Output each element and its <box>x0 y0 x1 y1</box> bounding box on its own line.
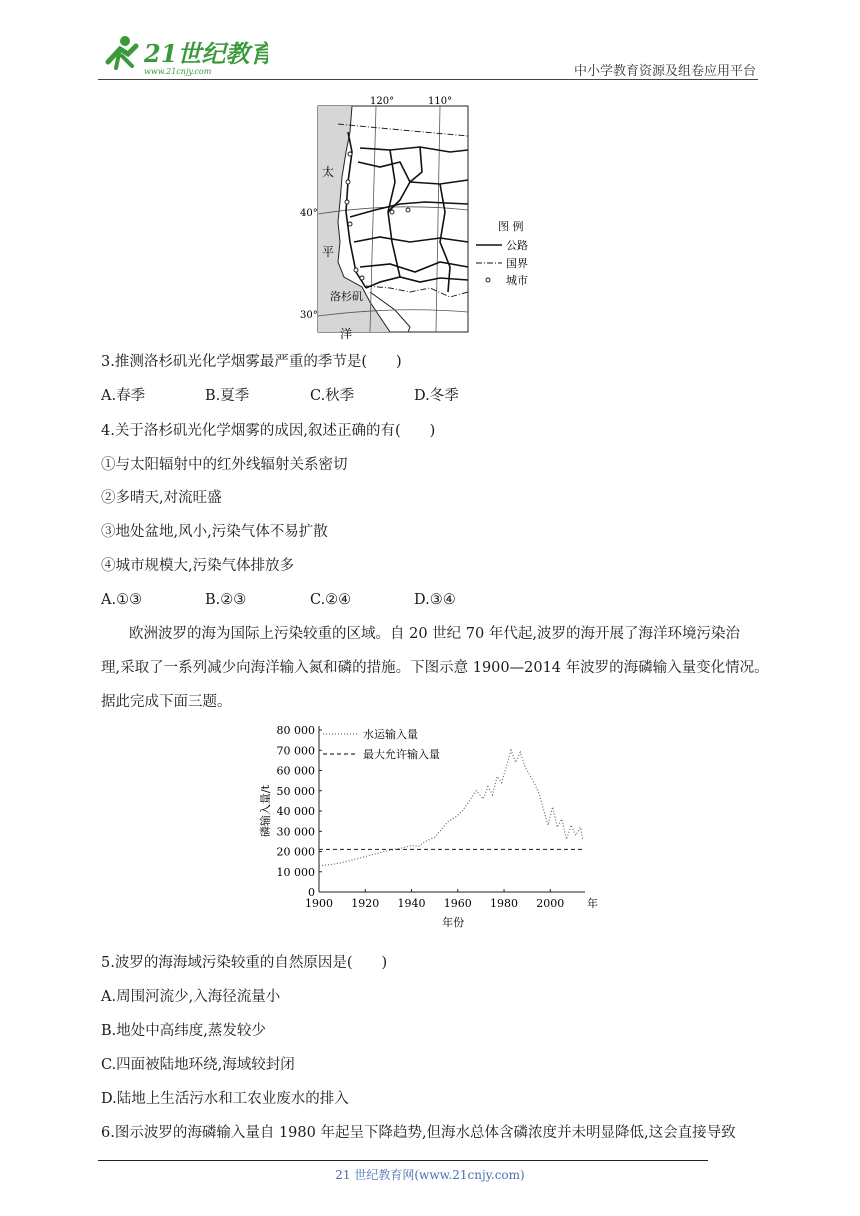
map-legend <box>476 219 528 287</box>
chart-xunit: 年 <box>587 897 598 910</box>
q4-statement-1: ①与太阳辐射中的红外线辐射关系密切 <box>101 457 348 473</box>
logo-url: www.21cnjy.com <box>144 67 212 76</box>
q5-stem: 5.波罗的海海域污染较重的自然原因是( ) <box>101 955 388 971</box>
x-tick-label: 1940 <box>397 897 426 910</box>
q4-statement-3: ③地处盆地,风小,污染气体不易扩散 <box>101 524 328 540</box>
legend-city: 城市 <box>506 274 528 287</box>
header-rule <box>98 79 758 80</box>
q4-option-c: C.②④ <box>310 592 352 608</box>
q5-option-a: A.周围河流少,入海径流量小 <box>101 989 281 1005</box>
legend-road: 公路 <box>506 239 528 252</box>
y-tick-label: 60 000 <box>276 764 315 778</box>
q4-statement-4: ④城市规模大,污染气体排放多 <box>101 558 295 574</box>
q5-option-d: D.陆地上生活污水和工农业废水的排入 <box>101 1091 349 1107</box>
legend-city-swatch <box>486 278 490 282</box>
legend-border: 国界 <box>506 257 528 270</box>
x-tick-label: 1980 <box>490 897 519 910</box>
x-tick-label: 1920 <box>351 897 380 910</box>
phosphorus-chart <box>255 718 605 938</box>
lon-label-120: 120° <box>370 96 395 107</box>
lat-label-30: 30° <box>300 310 318 321</box>
q4-option-a: A.①③ <box>101 592 143 608</box>
legend-label-max: 最大允许输入量 <box>363 748 440 761</box>
legend-title: 图 例 <box>498 220 524 233</box>
q6-stem: 6.图示波罗的海磷输入量自 1980 年起呈下降趋势,但海水总体含磷浓度并未明显降低,这会直接导致 <box>101 1125 736 1141</box>
ocean-char-2: 平 <box>322 245 335 259</box>
chart-ylabel: 磷输入量/t <box>259 784 272 838</box>
y-tick-label: 0 <box>308 886 315 899</box>
y-tick-label: 80 000 <box>276 724 315 737</box>
runner-icon <box>108 36 136 68</box>
q3-option-a: A.春季 <box>101 388 146 404</box>
q3-stem: 3.推测洛杉矶光化学烟雾最严重的季节是( ) <box>101 354 402 370</box>
passage-line-1: 欧洲波罗的海为国际上污染较重的区域。自 20 世纪 70 年代起,波罗的海开展了海洋环境污染治 <box>129 626 740 642</box>
y-tick-label: 40 000 <box>276 805 315 818</box>
q3-option-b: B.夏季 <box>205 388 250 404</box>
q5-option-c: C.四面被陆地环绕,海域较封闭 <box>101 1057 295 1073</box>
ocean-char-3: 洋 <box>340 327 353 341</box>
q4-option-d: D.③④ <box>414 592 456 608</box>
header-tagline: 中小学教育资源及组卷应用平台 <box>573 64 756 79</box>
q3-option-d: D.冬季 <box>414 388 459 404</box>
chart-xlabel: 年份 <box>442 916 465 929</box>
legend-label-shipping: 水运输入量 <box>363 728 418 741</box>
y-tick-label: 10 000 <box>276 865 315 879</box>
ocean-char-1: 太 <box>322 165 335 179</box>
logo-text: 21世纪教育 <box>144 39 268 68</box>
footer-rule <box>98 1160 708 1161</box>
passage-line-3: 据此完成下面三题。 <box>101 694 232 710</box>
q3-option-c: C.秋季 <box>310 388 355 404</box>
x-tick-label: 2000 <box>536 897 565 910</box>
q4-stem: 4.关于洛杉矶光化学烟雾的成因,叙述正确的有( ) <box>101 423 436 439</box>
chart-legend <box>323 727 440 761</box>
y-tick-label: 70 000 <box>276 744 315 758</box>
passage-line-2: 理,采取了一系列减少向海洋输入氮和磷的措施。下图示意 1900—2014 年波罗的海磷输入量变化情况。 <box>101 660 769 676</box>
q5-option-b: B.地处中高纬度,蒸发较少 <box>101 1023 266 1039</box>
series-line-shipping <box>319 750 583 865</box>
y-tick-label: 30 000 <box>276 825 315 839</box>
q4-statement-2: ②多晴天,对流旺盛 <box>101 490 222 506</box>
footer-text: 21 世纪教育网(www.21cnjy.com) <box>335 1168 525 1182</box>
lat-label-40: 40° <box>300 208 318 219</box>
x-tick-label: 1900 <box>305 897 333 910</box>
q4-option-b: B.②③ <box>205 592 247 608</box>
site-logo <box>98 32 268 78</box>
lon-label-110: 110° <box>428 96 453 107</box>
y-tick-label: 20 000 <box>276 845 315 859</box>
x-tick-label: 1960 <box>443 897 472 910</box>
y-tick-label: 50 000 <box>276 784 315 798</box>
city-label-la: 洛杉矶 <box>330 290 363 303</box>
map-figure <box>300 92 550 344</box>
